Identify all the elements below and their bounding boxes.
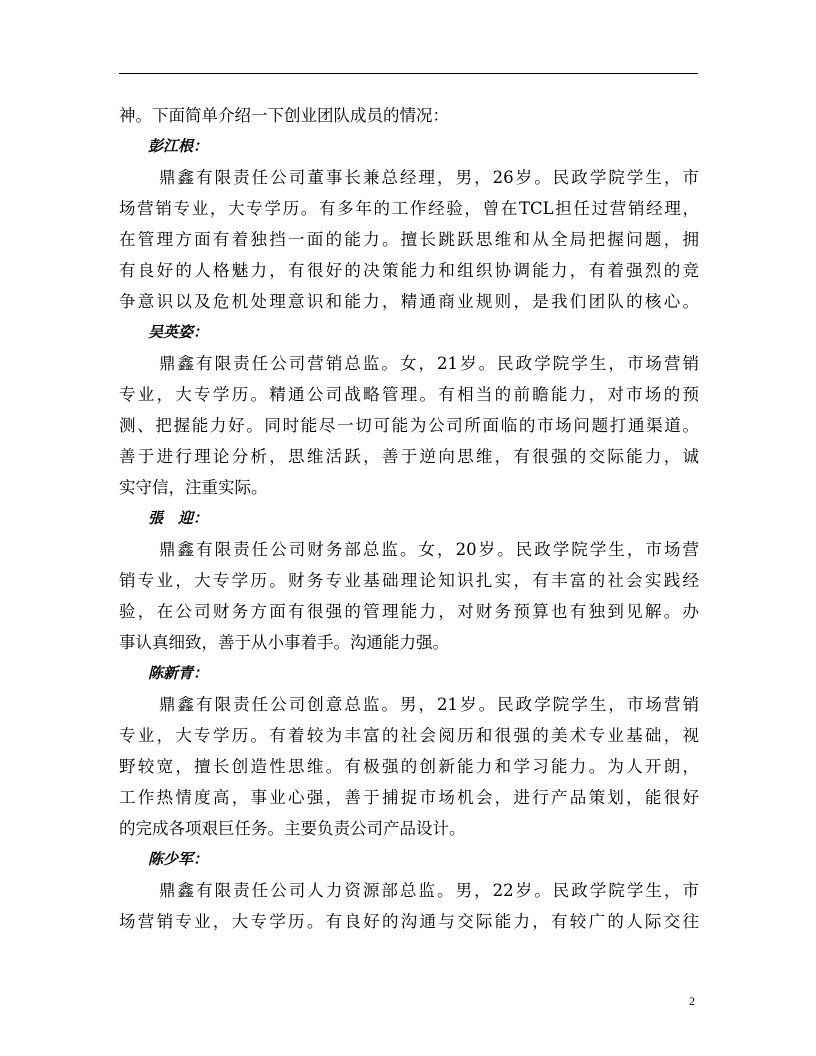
member-text-line: 善于进行理论分析，思维活跃，善于逆向思维，有很强的交际能力，诚 xyxy=(119,447,699,466)
member-text-line: 工作热情度高，事业心强，善于捕捉市场机会，进行产品策划，能很好 xyxy=(119,788,699,807)
member-name: 吴英姿： xyxy=(148,323,209,341)
member-name: 彭江根： xyxy=(148,137,209,155)
member-text-line: 场营销专业，大专学历。有良好的沟通与交际能力，有较广的人际交往 xyxy=(119,912,699,931)
member-text-line: 场营销专业，大专学历。有多年的工作经验，曾在TCL担任过营销经理， xyxy=(119,199,699,218)
member-text-line: 鼎鑫有限责任公司董事长兼总经理，男，26岁。民政学院学生，市 xyxy=(159,168,699,187)
member-text-line: 野较宽，擅长创造性思维。有极强的创新能力和学习能力。为人开朗， xyxy=(119,757,699,776)
member-text-line: 专业，大专学历。精通公司战略管理。有相当的前瞻能力，对市场的预 xyxy=(119,385,699,404)
member-text-line: 有良好的人格魅力，有很好的决策能力和组织协调能力，有着强烈的竞 xyxy=(119,261,699,280)
member-name: 陈少军： xyxy=(148,850,209,868)
document-body xyxy=(119,100,699,937)
member-text-line: 鼎鑫有限责任公司创意总监。男，21岁。民政学院学生，市场营销 xyxy=(159,695,699,714)
member-text-line: 实守信，注重实际。 xyxy=(119,478,268,497)
member-text-line: 验，在公司财务方面有很强的管理能力，对财务预算也有独到见解。办 xyxy=(119,602,699,621)
member-text-line: 鼎鑫有限责任公司财务部总监。女，20岁。民政学院学生，市场营 xyxy=(159,540,699,559)
member-text-line: 事认真细致，善于从小事着手。沟通能力强。 xyxy=(119,633,449,652)
member-text-line: 销专业，大专学历。财务专业基础理论知识扎实，有丰富的社会实践经 xyxy=(119,571,699,590)
header-rule xyxy=(119,73,698,74)
member-name: 陈新青： xyxy=(148,664,209,682)
member-text-line: 测、把握能力好。同时能尽一切可能为公司所面临的市场问题打通渠道。 xyxy=(119,416,699,435)
member-name: 張 迎： xyxy=(148,509,209,527)
member-text-line: 争意识以及危机处理意识和能力，精通商业规则，是我们团队的核心。 xyxy=(119,292,699,311)
member-text-line: 专业，大专学历。有着较为丰富的社会阅历和很强的美术专业基础，视 xyxy=(119,726,699,745)
page-number: 2 xyxy=(689,994,695,1008)
intro-line: 神。下面简单介绍一下创业团队成员的情况： xyxy=(119,106,449,125)
member-text-line: 鼎鑫有限责任公司营销总监。女，21岁。民政学院学生，市场营销 xyxy=(159,354,699,373)
member-text-line: 鼎鑫有限责任公司人力资源部总监。男，22岁。民政学院学生，市 xyxy=(159,881,699,900)
member-text-line: 在管理方面有着独挡一面的能力。擅长跳跃思维和从全局把握问题，拥 xyxy=(119,230,699,249)
member-text-line: 的完成各项艰巨任务。主要负责公司产品设计。 xyxy=(119,819,466,838)
